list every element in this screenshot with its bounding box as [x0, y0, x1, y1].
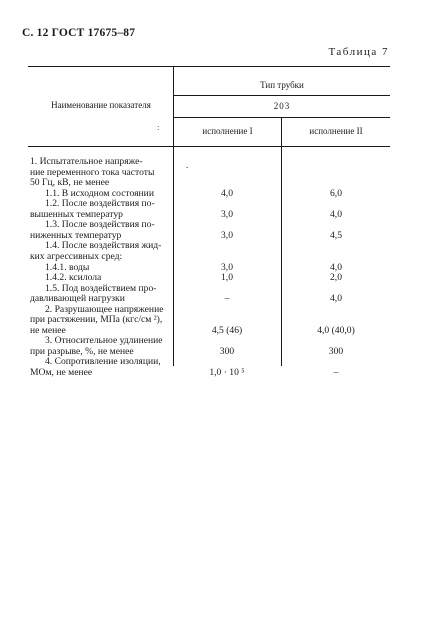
row-label: 1.4.1. воды	[45, 261, 90, 273]
page-header: С. 12 ГОСТ 17675–87	[22, 27, 136, 39]
row-value-variant-1: 3,0	[221, 229, 233, 241]
row-value-variant-2: 4,0	[330, 293, 342, 305]
row-label: ких агрессивных сред:	[30, 250, 123, 262]
row-label: давливающей нагрузки	[30, 293, 125, 305]
row-label: 2. Разрушающее напряжение	[45, 303, 164, 315]
row-value-variant-2: –	[333, 367, 339, 378]
header-mark: :	[157, 123, 160, 132]
row-value-variant-1: 1,0 · 10 ⁵	[209, 367, 245, 378]
row-label: 50 Гц, кВ, не менее	[30, 177, 110, 189]
table-caption: Таблица 7	[328, 46, 389, 58]
header-bottom-rule	[28, 146, 390, 147]
row-value-variant-2: 300	[328, 345, 344, 357]
row-label: 1. Испытательное напряже-	[30, 156, 143, 167]
row-label: ние переменного тока частоты	[30, 166, 155, 178]
row-value-variant-1: 1,0	[221, 272, 233, 284]
table-row	[0, 366, 427, 379]
row-value-variant-2: 2,0	[330, 272, 342, 284]
row-label: ниженных температур	[30, 229, 122, 241]
row-value-variant-1: 4,0	[221, 187, 233, 199]
row-value-variant-1: –	[224, 293, 230, 305]
tube-type-rule	[173, 95, 390, 96]
row-label: 1.3. После воздействия по-	[45, 219, 155, 231]
row-value-variant-1: 3,0	[221, 261, 233, 273]
row-value-variant-2: 4,0	[330, 261, 342, 273]
tube-model-rule	[173, 117, 390, 118]
row-label: 1.5. Под воздействием про-	[45, 282, 157, 294]
row-label: не менее	[30, 324, 66, 336]
row-value-variant-1: 4,5 (46)	[211, 324, 243, 336]
table-top-rule	[28, 66, 390, 67]
row-label: вышенных температур	[30, 208, 123, 220]
row-label: при растяжении, МПа (кгс/см ²),	[30, 314, 163, 326]
row-label: 1.2. После воздействия по-	[45, 198, 155, 210]
row-label: 1.1. В исходном состоянии	[45, 187, 154, 199]
row-value-variant-2: 4,0	[330, 208, 342, 220]
column-header-variant-1: исполнение I	[202, 126, 253, 136]
row-label: МОм, не менее	[30, 367, 93, 378]
column-header-indicator: Наименование показателя	[51, 100, 151, 110]
row-value-variant-2: 6,0	[330, 187, 342, 199]
row-label: 4. Сопротивление изоляции,	[45, 356, 161, 368]
row-value-variant-2: 4,5	[330, 229, 342, 241]
row-label: при разрыве, %, не менее	[30, 345, 134, 357]
stray-dot: .	[186, 160, 189, 170]
row-value-variant-1: 3,0	[221, 208, 233, 220]
row-value-variant-1: 300	[219, 345, 235, 357]
row-label: 3. Относительное удлинение	[45, 335, 163, 347]
tube-type-value: 203	[273, 101, 291, 111]
column-header-variant-2: исполнение II	[309, 126, 363, 136]
row-value-variant-2: 4,0 (40,0)	[317, 324, 355, 336]
row-label: 1.4.2. ксилола	[45, 272, 102, 284]
row-label: 1.4. После воздействия жид-	[45, 240, 162, 252]
column-header-tube-type: Тип трубки	[260, 80, 304, 90]
